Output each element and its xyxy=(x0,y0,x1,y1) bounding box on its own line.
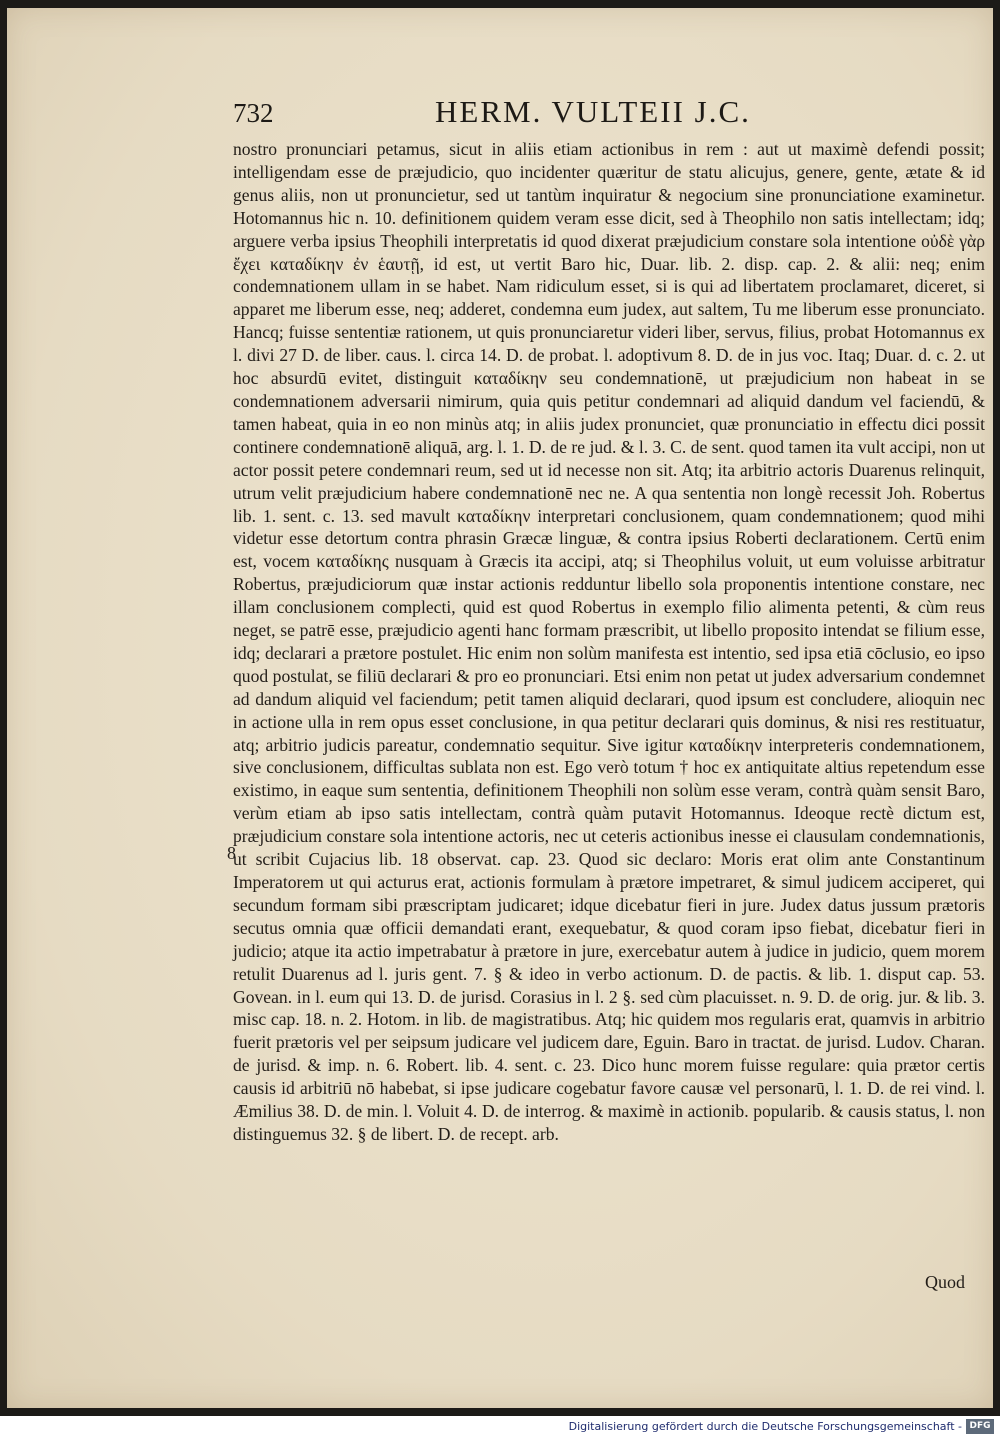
margin-note-number: 8 xyxy=(227,843,236,863)
book-page xyxy=(7,8,993,1408)
body-text xyxy=(233,138,985,1146)
page-header xyxy=(233,94,993,134)
dfg-logo-icon: DFG xyxy=(966,1419,994,1434)
page-number: 732 xyxy=(233,98,274,128)
body-paragraph: nostro pronunciari petamus, sicut in aliis etiam actionibus in rem : aut ut maximè defendi possit; intelligendam esse de præjudicio, quo incidenter quæritur de statu alicujus, genere, gente, ætate & id genus aliis, non ut pronuncietur, sed ut tantùm inquiratur & negocium sine pronunciatione examinetur. Hotomannus hic n. 10. definitionem quidem veram esse dicit, sed à Theophilo non satis intellectam; idq; arguere verba ipsius Theophili interpretatis id quod dixerat præjudicium constare sola intentione οὐδὲ γὰρ ἔχει καταδίκην ἐν ἑαυτῇ, id est, ut vertit Baro hic, Duar. lib. 2. disp. cap. 2. & alii: neq; enim condemnationem ullam in se habet. Nam ridiculum esset, si is qui ad libertatem proclamaret, diceret, si apparet me liberum esse, neq; adderet, condemna eum judex, aut saltem, Tu me liberum esse pronunciato. Hancq; fuisse sententiæ rationem, ut quis pronunciaretur videri liber, servus, filius, probat Hotomannus ex l. divi 27 D. de liber. caus. l. circa 14. D. de probat. l. adoptivum 8. D. de in jus voc. Itaq; Duar. d. c. 2. ut hoc absurdū evitet, distinguit καταδίκην seu condemnationē, ut præjudicium non habeat in se condemnationem adversarii nimirum, quia quis petitur condemnari ad aliquid dandum vel faciendū, & tamen habeat, quia in eo non minùs atq; in aliis judex pronunciet, quæ pronunciatio in effectu dici possit continere condemnationē aliquā, arg. l. 1. D. de re jud. & l. 3. C. de sent. quod tamen ita vult accipi, non ut actor possit petere condemnari reum, sed ut id necesse non sit. Atq; ita arbitrio actoris Duarenus relinquit, utrum velit præjudicium habere condemnationē nec ne. A qua sententia non longè recessit Joh. Robertus lib. 1. sent. c. 13. sed mavult καταδίκην interpretari conclusionem, quam condemnationem; quod mihi videtur esse detortum contra phrasin Græcæ linguæ, & contra ipsius Roberti declarationem. Certū enim est, vocem καταδίκης nusquam à Græcis ita accipi, atq; si Theophilus voluit, ut eum voluisse arbitratur Robertus, præjudiciorum quæ instar actionis redduntur libello sola proponentis intentione constare, nec illam conclusionem complecti, quid est quod Robertus in exemplo filio alimenta petenti, & cùm reus neget, se patrē esse, præjudicio agenti hanc formam præscribit, ut libello proposito intendat se filium esse, idq; declarari a prætore postulet. Hic enim non solùm manifesta est intentio, sed ipsa etiā cōclusio, eo ipso quod postulat, se filiū declarari & pro eo pronunciari. Etsi enim non petat ut judex adversarium condemnet ad dandum aliquid vel faciendum; petit tamen aliquid declarari, quod ipsum est concludere, alioquin nec in actione ulla in rem opus esset conclusione, in qua petitur declarari quis dominus, & nisi res restituatur, atq; arbitrio judicis pareatur, condemnatio sequitur. Sive igitur καταδίκην interpreteris condemnationem, sive conclusionem, difficultas sublata non est. Ego verò totum † hoc ex antiquitate altius repetendum esse existimo, in eaque sum sententia, definitionem Theophili non solùm esse veram, contrà quàm sensit Baro, verùm etiam ab ipso satis intellectam, contrà quàm putavit Hotomannus. Ideoque rectè dictum est, præjudicium constare sola intentione actoris, nec ut ceteris actionibus inesse ei clausulam condemnationis, ut scribit Cujacius lib. 18 observat. cap. 23. Quod sic declaro: Moris erat olim ante Constantinum Imperatorem ut qui acturus erat, actionis formulam à prætore impetraret, & simul judicem acciperet, qui secundum formam sibi præscriptam judicaret; idque dicebatur fieri in jure. Judex datus jussum prætoris secutus omnia quæ officii demandati erant, exequebatur, & quod coram ipso fiebat, dicebatur fieri in judicio; atque ita actio impetrabatur à prætore in jure, exercebatur autem à judice in judicio, quem morem retulit Duarenus ad l. juris gent. 7. § & ideo in verbo actionum. D. de pactis. & lib. 1. disput cap. 53. Govean. in l. eum qui 13. D. de jurisd. Corasius in l. 2 §. sed cùm placuisset. n. 9. D. de orig. jur. & lib. 3. misc cap. 18. n. 2. Hotom. in lib. de magistratibus. Atq; hic quidem mos regularis erat, quamvis in arbitrio fuerit prætoris vel per seipsum judicare vel judicem dare, Eguin. Baro in tractat. de jurisd. Ludov. Charan. de jurisd. & imp. n. 6. Robert. lib. 4. sent. c. 23. Dico hunc morem fuisse regulare: quia prætor certis causis id arbitriū nō habebat, si ipse judicare cogebatur favore causæ vel personarū, l. 1. D. de rei vind. l. Æmilius 38. D. de min. l. Voluit 4. D. de interrog. & maximè in actionib. popularib. & causis status, l. non distinguemus 32. § de libert. D. de recept. arb. xyxy=(233,139,985,1144)
funding-credit: Digitalisierung gefördert durch die Deutsche Forschungsgemeinschaft - xyxy=(568,1420,962,1433)
running-title: HERM. VULTEII J.C. xyxy=(435,94,751,129)
catchword: Quod xyxy=(925,1272,965,1292)
footer-bar xyxy=(0,1416,1000,1438)
